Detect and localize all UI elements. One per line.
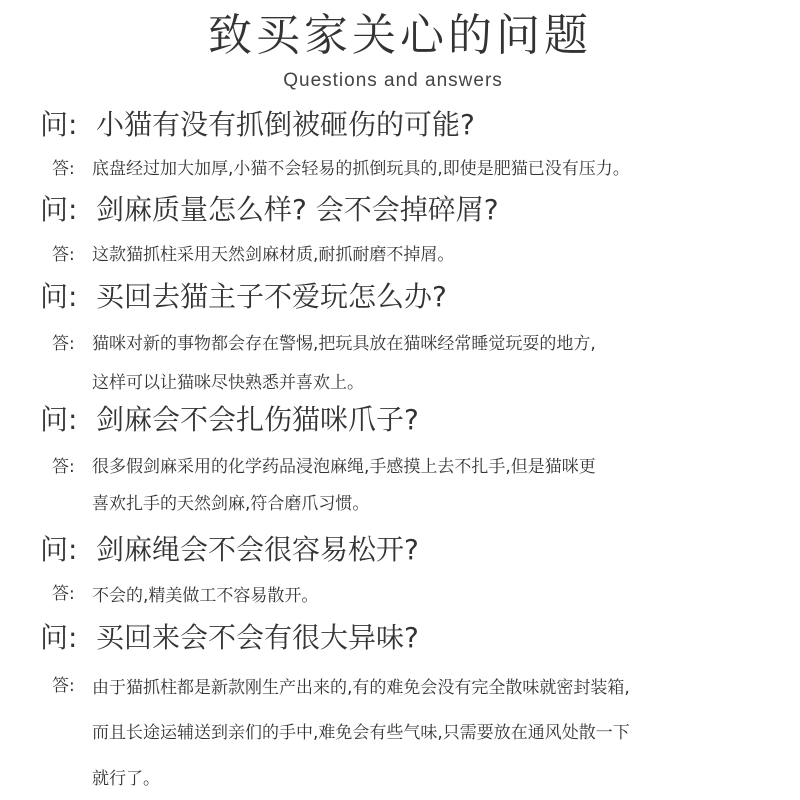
- answer-label: 答:: [52, 334, 75, 354]
- question-1: [40, 108, 475, 142]
- question-3: [40, 280, 447, 314]
- answer-line: 由于猫抓柱都是新款刚生产出来的,有的难免会没有完全散味就密封装箱,: [92, 678, 630, 698]
- question-2: [40, 193, 499, 227]
- page-subtitle: Questions and answers: [283, 70, 503, 91]
- answer-line: 喜欢扎手的天然剑麻,符合磨爪习惯。: [92, 494, 370, 514]
- page-title: 致买家关心的问题: [208, 10, 592, 61]
- answer-label: 答:: [52, 159, 75, 179]
- answer-label: 答:: [52, 245, 75, 265]
- question-text: 买回去猫主子不爱玩怎么办?: [96, 280, 447, 313]
- question-6: [40, 621, 419, 655]
- answer-line: 这样可以让猫咪尽快熟悉并喜欢上。: [92, 373, 364, 393]
- question-text: 小猫有没有抓倒被砸伤的可能?: [96, 108, 475, 141]
- answer-line: 底盘经过加大加厚,小猫不会轻易的抓倒玩具的,即使是肥猫已没有压力。: [92, 159, 630, 179]
- question-text: 买回来会不会有很大异味?: [96, 621, 419, 654]
- question-text: 剑麻质量怎么样? 会不会掉碎屑?: [96, 193, 499, 226]
- answer-line: 而且长途运辅送到亲们的手中,难免会有些气味,只需要放在通风处散一下: [92, 723, 630, 743]
- question-label: 问:: [40, 621, 78, 654]
- question-text: 剑麻会不会扎伤猫咪爪子?: [96, 403, 419, 436]
- question-label: 问:: [40, 533, 78, 566]
- question-label: 问:: [40, 108, 78, 141]
- question-label: 问:: [40, 193, 78, 226]
- question-5: [40, 533, 419, 567]
- answer-line: 这款猫抓柱采用天然剑麻材质,耐抓耐磨不掉屑。: [92, 245, 455, 265]
- answer-label: 答:: [52, 584, 75, 604]
- question-4: [40, 403, 419, 437]
- answer-line: 猫咪对新的事物都会存在警惕,把玩具放在猫咪经常睡觉玩耍的地方,: [92, 334, 596, 354]
- answer-label: 答:: [52, 457, 75, 477]
- question-text: 剑麻绳会不会很容易松开?: [96, 533, 419, 566]
- answer-line: 很多假剑麻采用的化学药品浸泡麻绳,手感摸上去不扎手,但是猫咪更: [92, 457, 596, 477]
- answer-line: 就行了。: [92, 769, 160, 789]
- question-label: 问:: [40, 403, 78, 436]
- question-label: 问:: [40, 280, 78, 313]
- answer-label: 答:: [52, 676, 75, 696]
- answer-line: 不会的,精美做工不容易散开。: [92, 586, 319, 606]
